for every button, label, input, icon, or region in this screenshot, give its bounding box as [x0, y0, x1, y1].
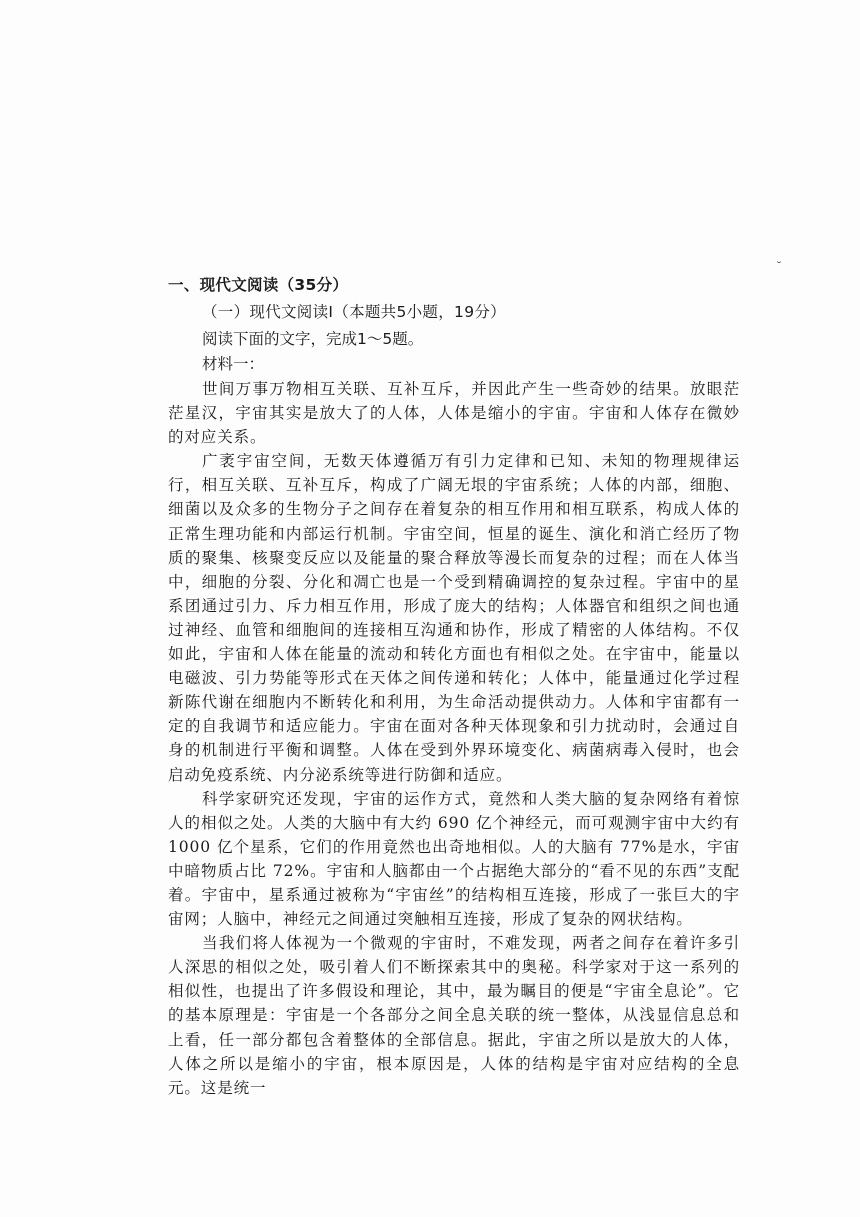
- section-heading: 一、现代文阅读（35分）: [168, 276, 349, 294]
- paragraph-4: 当我们将人体视为一个微观的宇宙时，不难发现，两者之间存在着许多引人深思的相似之处，吸引着人们不断探索其中的奥秘。科学家对于这一系列的相似性，也提出了许多假设和理论，其中，最为瞩目的便是“宇宙全息论”。它的基本原理是：宇宙是一个各部分之间全息关联的统一整体，从浅显信息总和上看，任一部分都包含着整体的全部信息。据此，宇宙之所以是放大的人体，人体之所以是缩小的宇宙，根本原因是，人体的结构是宇宙对应结构的全息元。这是统一: [168, 934, 740, 1097]
- material-label: 材料一：: [202, 355, 265, 373]
- paragraph-2: 广袤宇宙空间，无数天体遵循万有引力定律和已知、未知的物理规律运行，相互关联、互补互斥，构成了广阔无垠的宇宙系统；人体的内部，细胞、细菌以及众多的生物分子之间存在着复杂的相互作用和相互联系，构成人体的正常生理功能和内部运行机制。宇宙空间，恒星的诞生、演化和消亡经历了物质的聚集、核聚变反应以及能量的聚合释放等漫长而复杂的过程；而在人体当中，细胞的分裂、分化和凋亡也是一个受到精确调控的复杂过程。宇宙中的星系团通过引力、斥力相互作用，形成了庞大的结构；人体器官和组织之间也通过神经、血管和细胞间的连接相互沟通和协作，形成了精密的人体结构。不仅如此，宇宙和人体在能量的流动和转化方面也有相似之处。在宇宙中，能量以电磁波、引力势能等形式在天体之间传递和转化；人体中，能量通过化学过程新陈代谢在细胞内不断转化和利用，为生命活动提供动力。人体和宇宙都有一定的自我调节和适应能力。宇宙在面对各种天体现象和引力扰动时，会通过自身的机制进行平衡和调整。人体在受到外界环境变化、病菌病毒入侵时，也会启动免疫系统、内分泌系统等进行防御和适应。: [168, 452, 740, 784]
- sub-heading: （一）现代文阅读Ⅰ（本题共5小题，19分）: [202, 303, 506, 321]
- instruction-text: 阅读下面的文字，完成1～5题。: [202, 330, 424, 348]
- reading-section: [168, 272, 740, 1100]
- paragraph-1: 世间万事万物相互关联、互补互斥，并因此产生一些奇妙的结果。放眼茫茫星汉，宇宙其实是放大了的人体，人体是缩小的宇宙。宇宙和人体存在微妙的对应关系。: [168, 380, 740, 447]
- scan-speck-mark: ˘: [776, 260, 782, 274]
- paragraph-3: 科学家研究还发现，宇宙的运作方式，竟然和人类大脑的复杂网络有着惊人的相似之处。人类的大脑中有大约 690 亿个神经元，而可观测宇宙中大约有 1000 亿个星系，它们的作用竟然也出奇地相似。人的大脑有 77%是水，宇宙中暗物质占比 72%。宇宙和人脑都由一个占据绝大部分的“看不见的东西”支配着。宇宙中，星系通过被称为“宇宙丝”的结构相互连接，形成了一张巨大的宇宙网；人脑中，神经元之间通过突触相互连接，形成了复杂的网状结构。: [168, 789, 740, 929]
